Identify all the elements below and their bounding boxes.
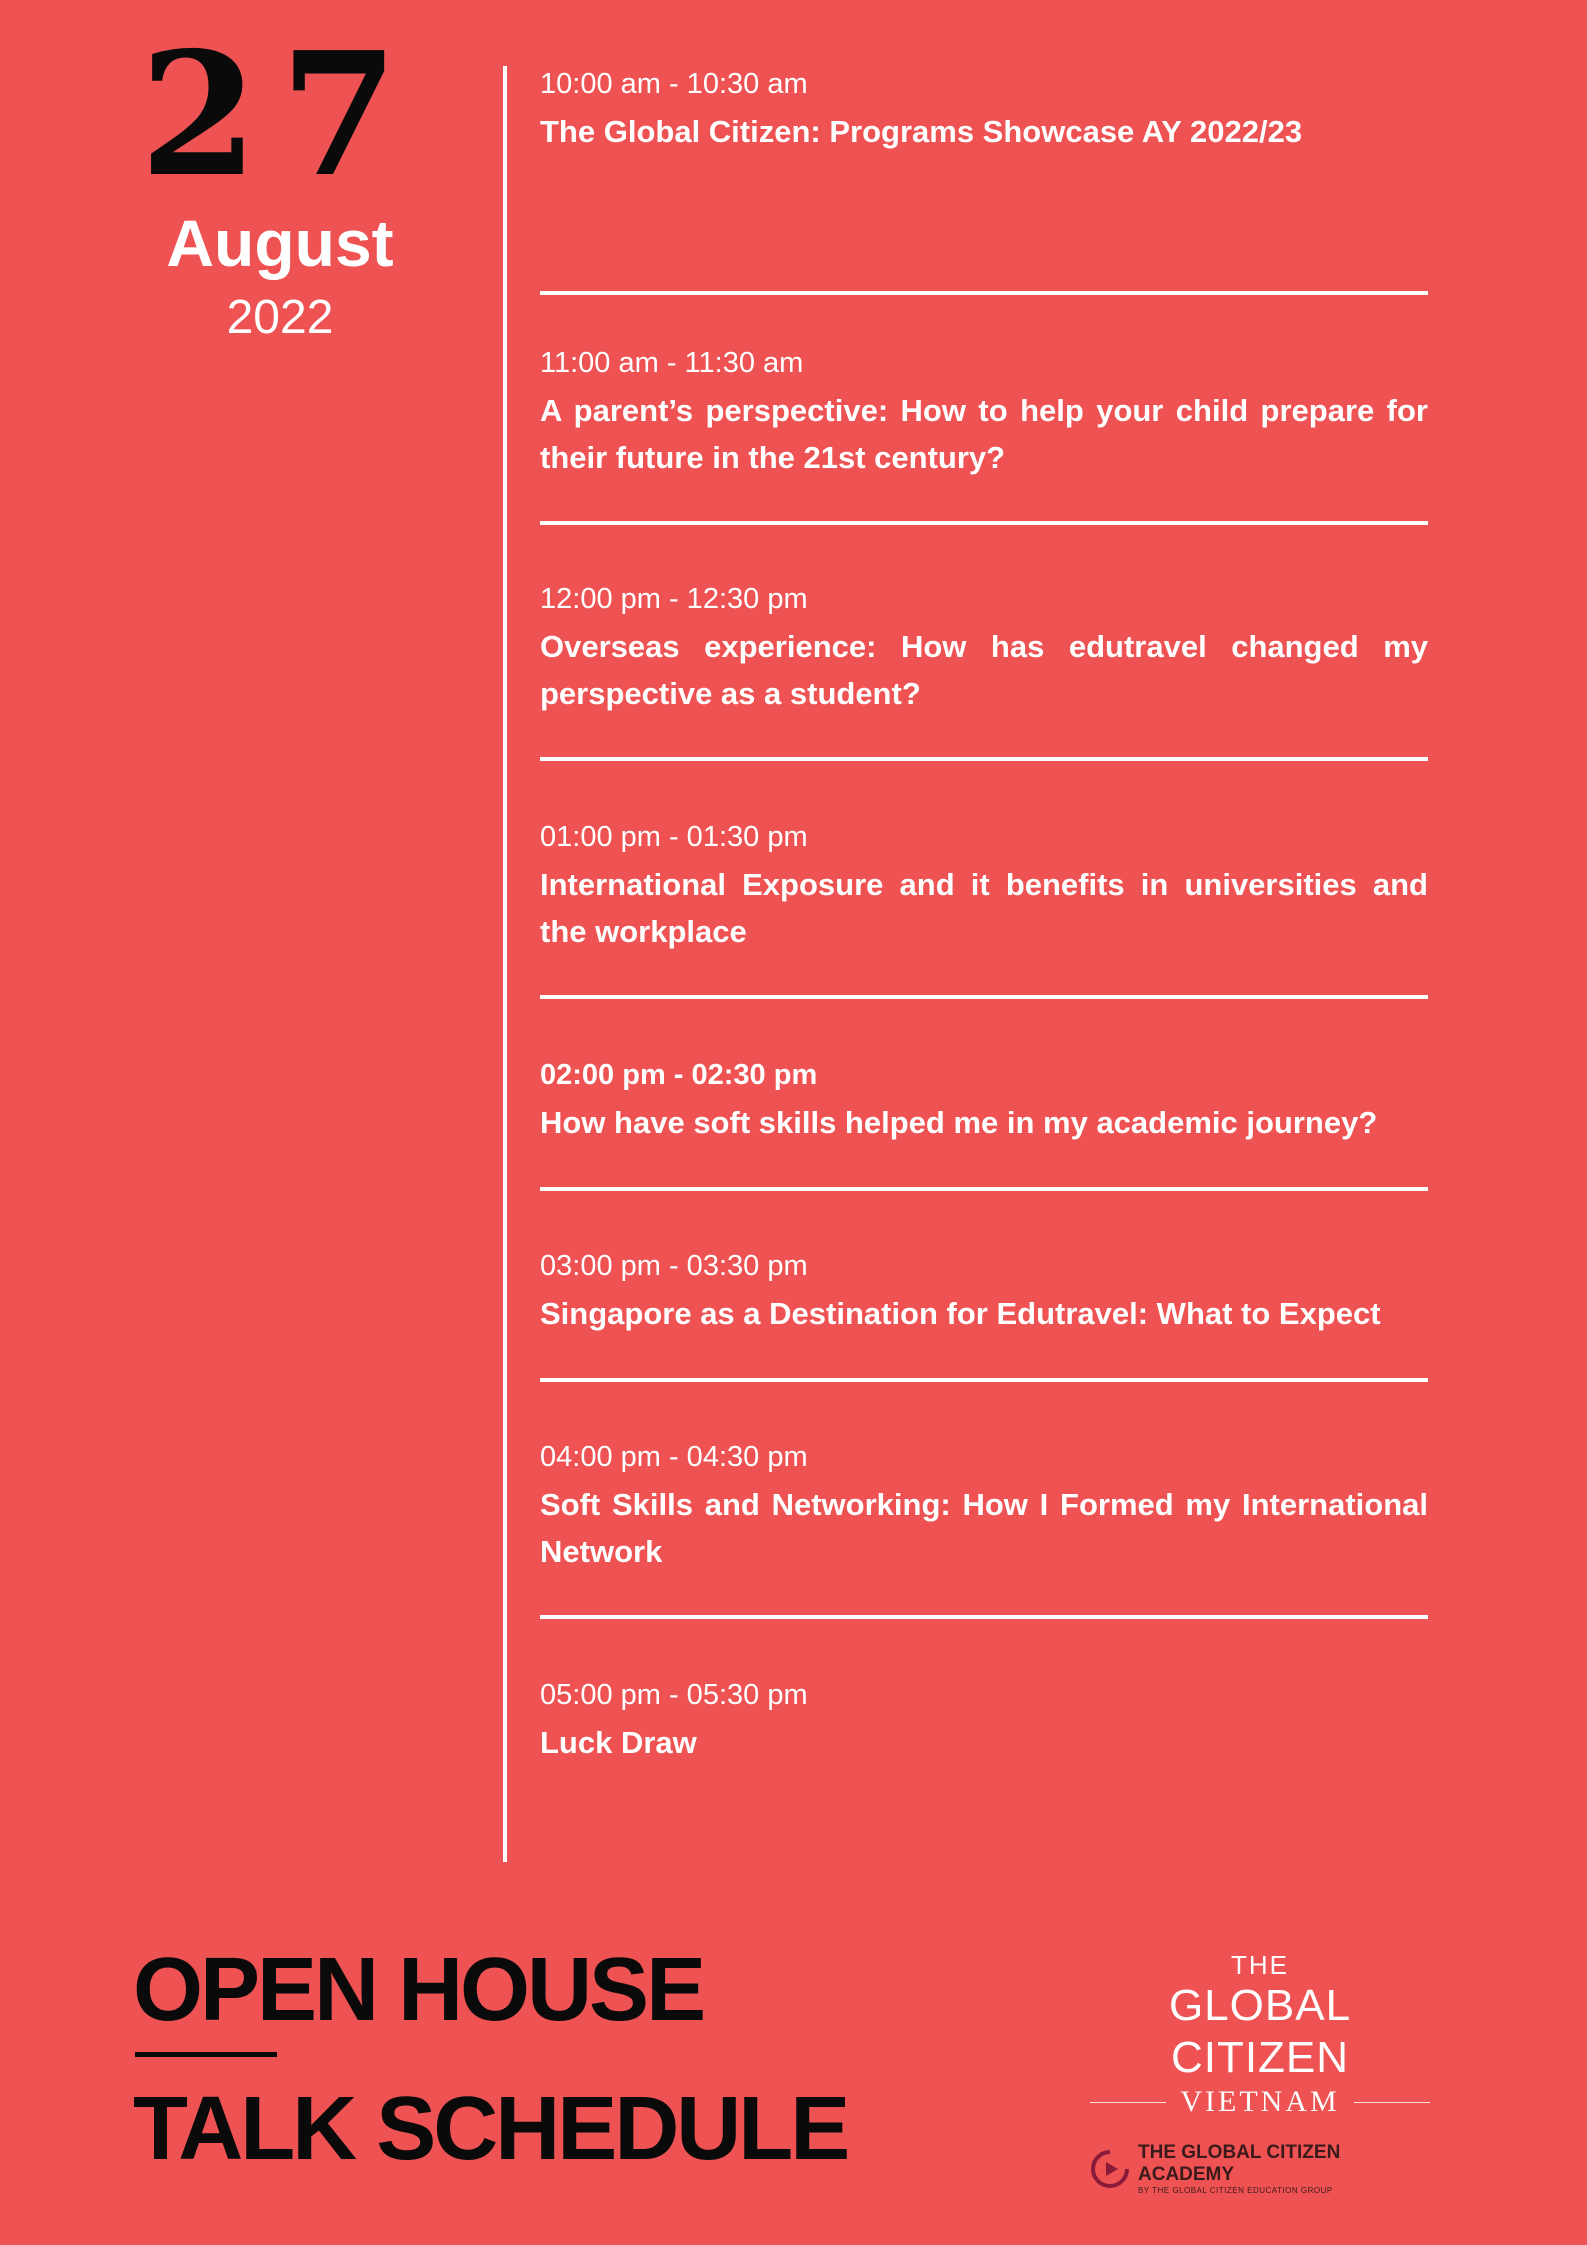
schedule-title: How have soft skills helped me in my academic journey?: [540, 1105, 1378, 1140]
schedule-separator: [540, 757, 1428, 761]
schedule-item: [540, 1248, 1428, 1439]
schedule-item: [540, 66, 1428, 295]
global-citizen-logo: [1090, 1950, 1430, 2196]
schedule-item: [540, 345, 1428, 583]
academy-badge-icon: [1090, 2149, 1130, 2189]
event-month: August: [166, 206, 394, 280]
schedule-item: [540, 1057, 1428, 1248]
schedule-title: Overseas experience: How has edutravel changed my perspective as a student?: [540, 629, 1428, 711]
logo-country: VIETNAM: [1180, 2085, 1340, 2118]
date-block: [130, 15, 430, 348]
event-day: 27: [139, 15, 421, 215]
schedule-title: International Exposure and it benefits in universities and the workplace: [540, 867, 1428, 949]
schedule-time: 02:00 pm - 02:30 pm: [540, 1059, 818, 1091]
schedule-time: 12:00 pm - 12:30 pm: [540, 583, 808, 615]
footer-title-line2: TALK SCHEDULE: [133, 2079, 848, 2179]
schedule-title: The Global Citizen: Programs Showcase AY 2022/23: [540, 114, 1303, 149]
schedule-item: [540, 819, 1428, 1057]
footer-rule: [135, 2052, 277, 2057]
schedule-time: 01:00 pm - 01:30 pm: [540, 821, 808, 853]
schedule-separator: [540, 1378, 1428, 1382]
schedule-title: A parent’s perspective: How to help your child prepare for their future in the 21st century?: [540, 393, 1428, 475]
schedule-list: [540, 66, 1428, 1797]
event-year: 2022: [226, 291, 334, 344]
schedule-title: Luck Draw: [540, 1725, 697, 1760]
logo-the: THE: [1231, 1950, 1289, 1980]
schedule-time: 10:00 am - 10:30 am: [540, 68, 808, 100]
logo-name: GLOBAL CITIZEN: [1168, 1981, 1352, 2082]
logo-dash-left: [1090, 2102, 1166, 2103]
schedule-separator: [540, 291, 1428, 295]
schedule-time: 11:00 am - 11:30 am: [540, 347, 804, 379]
logo-dash-right: [1354, 2102, 1430, 2103]
timeline-divider: [503, 66, 507, 1862]
schedule-item: [540, 1439, 1428, 1677]
schedule-separator: [540, 1615, 1428, 1619]
schedule-item: [540, 1677, 1428, 1797]
schedule-separator: [540, 521, 1428, 525]
schedule-item: [540, 581, 1428, 819]
schedule-title: Singapore as a Destination for Edutravel: What to Expect: [540, 1296, 1381, 1331]
schedule-time: 03:00 pm - 03:30 pm: [540, 1250, 808, 1282]
logo-country-row: [1090, 2084, 1430, 2120]
footer-title: [133, 1940, 847, 2179]
academy-logo: [1090, 2142, 1430, 2196]
schedule-separator: [540, 1187, 1428, 1191]
schedule-title: Soft Skills and Networking: How I Formed my International Network: [540, 1487, 1428, 1569]
footer-title-line1: OPEN HOUSE: [133, 1940, 704, 2040]
academy-name: THE GLOBAL CITIZEN ACADEMY: [1138, 2142, 1341, 2185]
schedule-separator: [540, 995, 1428, 999]
academy-subtitle: BY THE GLOBAL CITIZEN EDUCATION GROUP: [1138, 2186, 1333, 2195]
schedule-time: 05:00 pm - 05:30 pm: [540, 1679, 808, 1711]
schedule-time: 04:00 pm - 04:30 pm: [540, 1441, 808, 1473]
